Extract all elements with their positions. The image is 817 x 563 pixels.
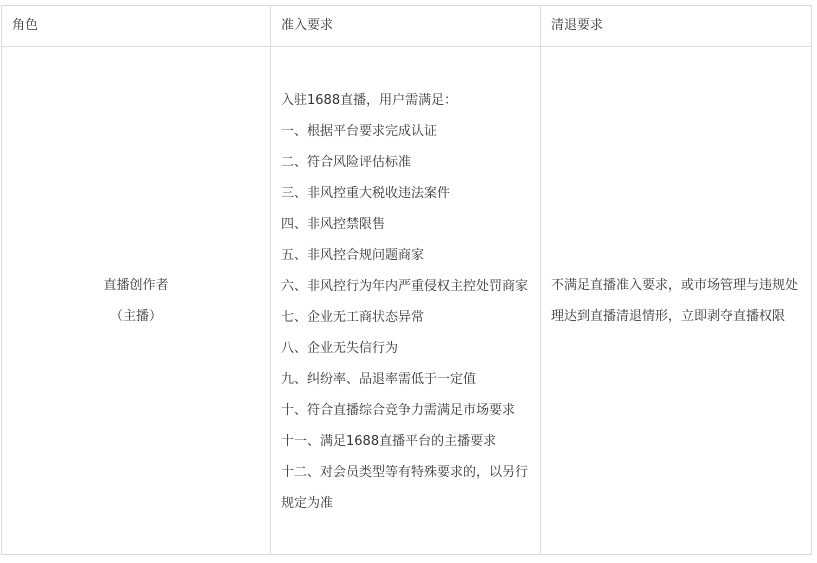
- exit-requirement-text: 不满足直播准入要求，或市场管理与违规处理达到直播清退情形，立即剥夺直播权限: [551, 277, 799, 324]
- exit-requirements-cell: [541, 47, 812, 555]
- requirement-item: 七、企业无工商状态异常: [281, 309, 425, 325]
- requirement-item: 二、符合风险评估标准: [281, 154, 412, 170]
- requirement-item: 四、非风控禁限售: [281, 216, 386, 232]
- requirements-table: [1, 5, 812, 555]
- requirement-item: 六、非风控行为年内严重侵权主控处罚商家: [281, 278, 529, 294]
- header-exit-requirements: 清退要求: [541, 6, 812, 47]
- requirement-intro: 入驻1688直播，用户需满足：: [281, 92, 458, 108]
- requirement-item: 一、根据平台要求完成认证: [281, 123, 438, 139]
- requirement-item: 五、非风控合规问题商家: [281, 247, 425, 263]
- role-cell: [2, 47, 271, 555]
- requirement-item: 八、企业无失信行为: [281, 340, 399, 356]
- role-name: 直播创作者: [103, 277, 169, 293]
- table-row: [2, 47, 812, 555]
- requirement-item: 十一、满足1688直播平台的主播要求: [281, 433, 497, 449]
- header-role: 角色: [2, 6, 271, 47]
- requirement-item: 十二、对会员类型等有特殊要求的，以另行规定为准: [281, 464, 529, 511]
- table-header-row: [2, 6, 812, 47]
- requirements-table-container: [1, 5, 811, 555]
- role-note: （主播）: [109, 308, 162, 324]
- requirement-item: 九、纠纷率、品退率需低于一定值: [281, 371, 477, 387]
- admission-requirements-cell: [271, 47, 541, 555]
- requirement-item: 三、非风控重大税收违法案件: [281, 185, 451, 201]
- header-admission-requirements: 准入要求: [271, 6, 541, 47]
- requirement-item: 十、符合直播综合竞争力需满足市场要求: [281, 402, 516, 418]
